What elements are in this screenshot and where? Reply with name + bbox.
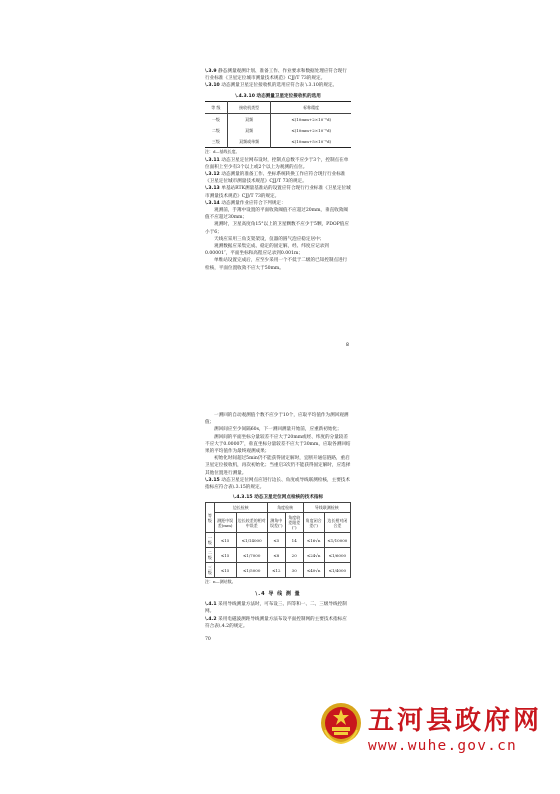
paragraph-text: 观测前，手簿中设置的平面收敛阈值不应超过20mm，垂直收敛阈值不应超过30mm； xyxy=(205,208,348,221)
table-note: 注：n—测站数。 xyxy=(205,579,236,585)
paragraph-text: 动态测量的准备工作、坐标系统转换工作应符合现行行业标准《卫星定位城市测量技术规范》CJJ/T 73的规定。 xyxy=(205,172,346,185)
column-header: 角度闭合差(″) xyxy=(303,513,324,533)
clause-number: \.3.11 xyxy=(205,157,222,163)
column-header: 边长相对闭合差 xyxy=(324,513,350,533)
table-cell: ≤1/14000 xyxy=(236,533,267,548)
paragraph xyxy=(205,412,351,426)
table-cell: 20 xyxy=(285,548,303,563)
table-cell: ≤1/7000 xyxy=(236,548,267,563)
column-header: 等级 xyxy=(206,503,215,533)
table-cell: ≤1/10000 xyxy=(324,533,350,548)
table-cell: ≤12 xyxy=(267,563,285,578)
column-header: 角度较差限差(″) xyxy=(285,513,303,533)
paragraph-text: 静态测量观测计划、准备工作、作业要求和数据处理应符合现行行业标准《卫星定位城市测量技术规范》CJJ/T 73的规定。 xyxy=(205,69,347,82)
table-cell: ≤15 xyxy=(214,563,236,578)
column-header: 边长较差的相对中误差 xyxy=(236,513,267,533)
table-cell: 三级 xyxy=(206,563,215,578)
table-cell: ≤15 xyxy=(214,533,236,548)
table-caption: \.4.3.15 动态卫星定位网点检核的技术指标 xyxy=(232,495,324,501)
paragraph xyxy=(205,434,351,456)
table-row xyxy=(205,125,351,136)
column-header: 标称精度 xyxy=(271,101,351,113)
column-header: 测角中误差(″) xyxy=(267,513,285,533)
table-cell: 双频 xyxy=(227,113,271,125)
table-cell: ≤1/6000 xyxy=(324,548,350,563)
table-row xyxy=(205,136,351,148)
site-name: 五河县政府网 xyxy=(368,706,543,736)
site-url[interactable]: www.wuhe.gov.cn xyxy=(368,738,517,754)
page-number: 70 xyxy=(205,637,211,643)
paragraph xyxy=(205,185,351,199)
lower-paragraphs-2 xyxy=(205,601,351,630)
paragraph xyxy=(205,243,351,257)
section-title: \.4 导 线 测 量 xyxy=(255,591,301,598)
table-cell: ≤15 xyxy=(214,548,236,563)
table-cell: ≤(10mm+2×10⁻⁶d) xyxy=(271,113,351,125)
lower-paragraphs xyxy=(205,412,351,491)
paragraph xyxy=(205,68,351,82)
group-header: 角度检核 xyxy=(267,503,303,513)
national-emblem-icon xyxy=(320,702,362,744)
paragraph xyxy=(205,601,351,615)
table-cell: 双频 xyxy=(227,125,271,136)
table-cell: 三级 xyxy=(211,138,220,144)
table-cell: ≤1/4000 xyxy=(324,563,350,578)
paragraph xyxy=(205,477,351,491)
upper-page xyxy=(205,68,351,272)
table-cell: ≤(10mm+2×10⁻⁶d) xyxy=(271,125,351,136)
clause-number: \.4.1 xyxy=(205,602,219,608)
table-cell: ≤16√n xyxy=(303,533,324,548)
paragraph-text: 天线应采用三角支架架设，仪器的圆气泡应稳定居中； xyxy=(214,236,325,242)
paragraph xyxy=(205,616,351,630)
paragraph-text: 动态卫星定位网点应进行边长、角度或导线联测检核，主要技术指标应符合表\.3.15的规定。 xyxy=(205,477,350,491)
table-cell: ≤(10mm+5×10⁻⁶d) xyxy=(271,136,351,148)
paragraph xyxy=(205,236,351,243)
table-cell: 一级 xyxy=(206,533,215,548)
clause-number: \.3.14 xyxy=(205,200,222,206)
check-table xyxy=(205,502,351,578)
paragraph xyxy=(205,207,351,221)
paragraph xyxy=(205,82,351,89)
paragraph-text: 单维站设置完成后，应至少采用一个不低于二级的已知控制点进行检核，平面位置收敛不应大于50mm。 xyxy=(205,258,348,271)
clause-number: \.3.9 xyxy=(205,69,219,74)
table-cell: 双频或单频 xyxy=(227,136,271,148)
paragraph-text: 采用电磁波测距导线测量方法布设平面控制网的主要技术指标应符合表\.4.2的规定。 xyxy=(205,616,347,629)
receiver-table xyxy=(205,101,351,148)
table-cell: 二级 xyxy=(211,127,220,133)
lower-page xyxy=(205,412,351,643)
paragraph xyxy=(205,426,351,433)
paragraph xyxy=(205,157,351,171)
table-cell: ≤5 xyxy=(267,533,285,548)
paragraph-text: 观测时，卫星高度角15°以上的卫星颗数不应少于5颗，PDOP值应小于6； xyxy=(205,222,349,235)
column-header: 接收机类型 xyxy=(227,101,271,113)
paragraph-text: 初始化时间超过5min仍不能获得固定解时，宜断开通信链路，重启卫星定位接收机，再次初始化；当重启3次仍不能获得固定解时，应选择其他位置进行测量。 xyxy=(205,456,351,476)
table-cell: ≤8 xyxy=(267,548,285,563)
table-cell: ≤24√n xyxy=(303,548,324,563)
table-cell: 30 xyxy=(285,563,303,578)
table-row xyxy=(206,563,351,578)
table-caption: \.4.3.10 动态测量卫星定位接收机的选用 xyxy=(235,93,321,99)
paragraph xyxy=(205,221,351,235)
group-header: 边长检核 xyxy=(214,503,267,513)
table-row xyxy=(206,548,351,563)
clause-number: \.3.13 xyxy=(205,186,222,192)
paragraph-text: 动态卫星定位网布设时，控制点总数不应少于3个，控制点在单位面积上至少有3个以上或2个以上为观测的点位。 xyxy=(205,157,349,170)
paragraph xyxy=(205,171,351,185)
clause-number: \.3.15 xyxy=(205,477,222,483)
paragraph-text: 采用导线测量方法时，可布设三、四等和一、二、三级导线控制网。 xyxy=(205,602,347,615)
column-header: 等 级 xyxy=(205,101,227,113)
site-watermark xyxy=(320,700,556,774)
table-cell: 二级 xyxy=(206,548,215,563)
clause-number: \.3.10 xyxy=(205,83,222,89)
paragraph-text: 观测数据应采集完成、稳定的固定解，经、纬度应记录到0.00001″，平面坐标和高程应记录到0.001m； xyxy=(205,244,329,257)
paragraph-text: 动态测量卫星定位接收机的选用应符合表 \.3.10的规定。 xyxy=(221,83,338,89)
table-cell: ≤40√n xyxy=(303,563,324,578)
table-note: 注：d—基线长度。 xyxy=(205,148,240,154)
clause-number: \.3.12 xyxy=(205,172,222,178)
table-cell: 14 xyxy=(285,533,303,548)
table-cell: 一级 xyxy=(211,116,220,122)
paragraph-text: 一测回的自动观测值个数不应少于10个，应取平均值作为测回观测值； xyxy=(205,413,349,426)
paragraph-text: 测回间应至少间隔60s，下一测回测量开始前，应重新初始化； xyxy=(214,427,342,433)
paragraph-text: 单基站RTK测量基准站的设置应符合现行行业标准《卫星定位城市测量技术规范》CJJ/T 73的规定。 xyxy=(205,186,351,199)
page-number: 8 xyxy=(346,343,349,348)
paragraph xyxy=(205,455,351,477)
table-cell: ≤1/5000 xyxy=(236,563,267,578)
paragraph-text: 动态测量作业应符合下列规定： xyxy=(221,200,286,206)
paragraph xyxy=(205,200,351,207)
upper-paragraphs-2 xyxy=(205,157,351,272)
paragraph-text: 测回间的平面坐标分量较差不应大于20mm或经、纬度的分量较差不应大于0.00007″，垂直坐标分量较差不应大于30mm，应取各测回结果的平均值作为最终观测成果； xyxy=(205,434,351,455)
upper-paragraphs xyxy=(205,68,351,90)
group-header: 导线联测检核 xyxy=(303,503,350,513)
table-row xyxy=(206,533,351,548)
paragraph xyxy=(205,257,351,271)
clause-number: \.4.2 xyxy=(205,616,219,622)
table-row xyxy=(205,113,351,125)
column-header: 测距中误差(mm) xyxy=(214,513,236,533)
